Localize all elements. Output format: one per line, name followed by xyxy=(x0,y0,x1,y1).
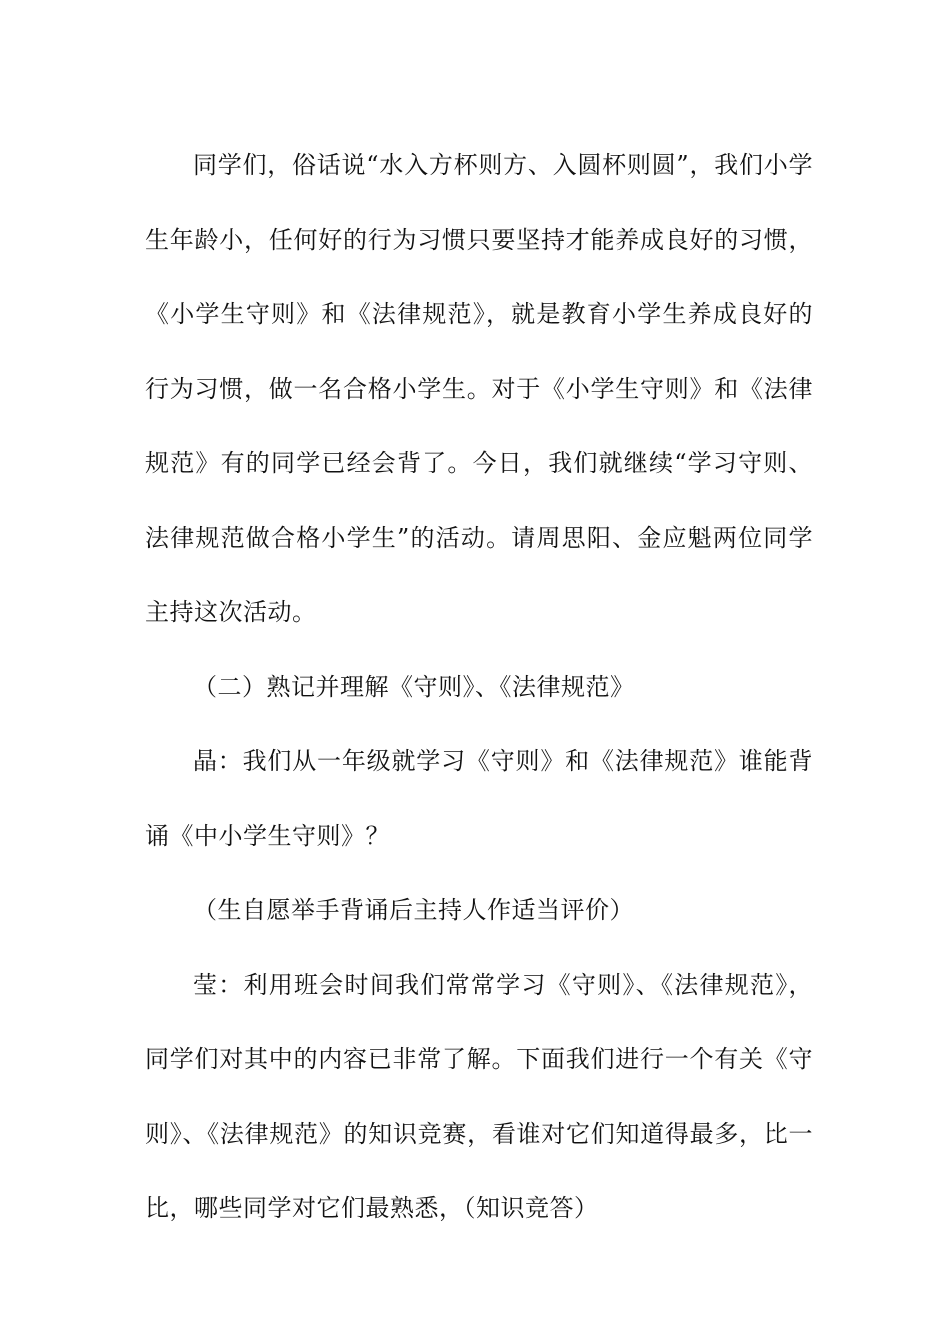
paragraph-jing: 晶：我们从一年级就学习《守则》和《法律规范》谁能背诵《中小学生守则》？ xyxy=(145,747,813,850)
paragraph-ying: 莹：利用班会时间我们常常学习《守则》、《法律规范》，同学们对其中的内容已非常了解。下面我们进行一个有关《守则》、《法律规范》的知识竞赛，看谁对它们知道得最多，比一比，哪些同学对它们最熟悉，（知识竞答） xyxy=(145,970,813,1222)
paragraph-stage-note: （生自愿举手背诵后主持人作适当评价） xyxy=(193,896,634,924)
document-body xyxy=(145,128,813,1246)
paragraph-opening: 同学们，俗话说“水入方杯则方、入圆杯则圆”，我们小学生年龄小，任何好的行为习惯只要坚持才能养成良好的习惯，《小学生守则》和《法律规范》，就是教育小学生养成良好的行为习惯，做一名合格小学生。对于《小学生守则》和《法律规范》有的同学已经会背了。今日，我们就继续“学习守则、法律规范做合格小学生”的活动。请周思阳、金应魁两位同学主持这次活动。 xyxy=(145,151,813,626)
section-heading: （二）熟记并理解《守则》、《法律规范》 xyxy=(193,672,635,701)
